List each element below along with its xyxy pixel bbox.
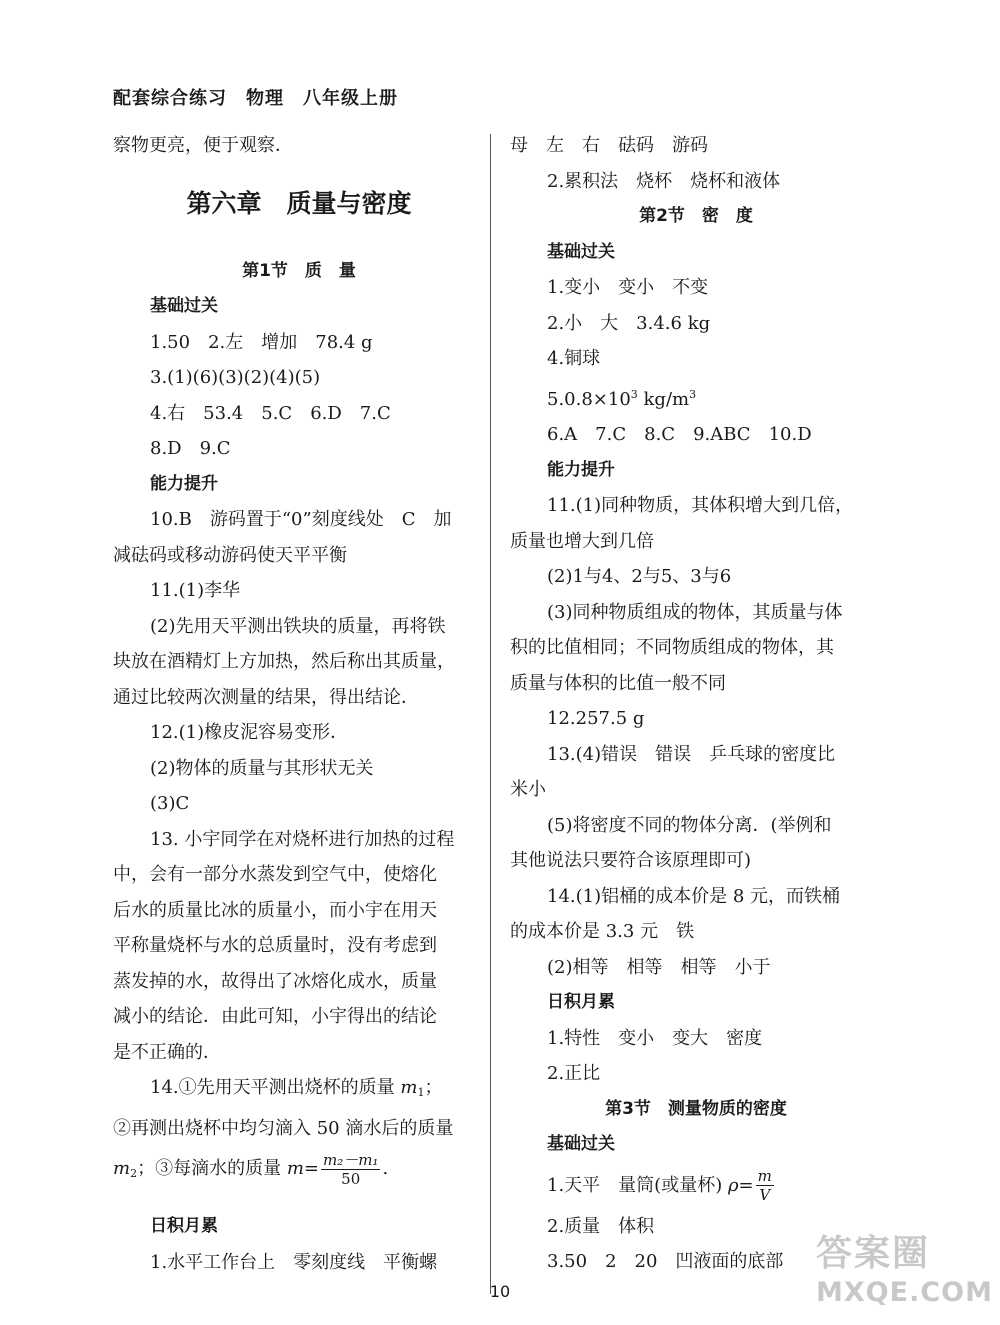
answer-line	[510, 1163, 882, 1209]
answer-line: 蒸发掉的水，故得出了冰熔化成水，质量	[113, 970, 437, 992]
answer-text: 5.0.8×10	[547, 388, 631, 410]
answer-line: 质量与体积的比值一般不同	[510, 672, 726, 694]
answer-line: 母 左 右 砝码 游码	[510, 135, 708, 156]
superscript: 3	[630, 387, 638, 401]
answer-line: 4.右 53.4 5.C 6.D 7.C	[150, 402, 391, 424]
answer-line: 块放在酒精灯上方加热，然后称出其质量，	[113, 651, 455, 672]
math-fraction	[756, 1167, 774, 1204]
answer-line: 2.正比	[547, 1063, 601, 1084]
answer-line: (3)同种物质组成的物体，其质量与体	[547, 601, 843, 623]
answer-line: (3)C	[150, 793, 190, 814]
section-title: 第3节 测量物质的密度	[605, 1098, 787, 1119]
math-equation: ρ=	[727, 1174, 754, 1196]
math-fraction	[321, 1151, 380, 1188]
page-header: 配套综合练习 物理 八年级上册	[113, 88, 398, 109]
answer-line: 3.(1)(6)(3)(2)(4)(5)	[150, 367, 321, 388]
answer-line: 米小	[510, 779, 546, 800]
answer-line: 2.累积法 烧杯 烧杯和液体	[547, 170, 781, 192]
answer-line: 4.铜球	[547, 348, 601, 369]
answer-line: 减砝码或移动游码使天平平衡	[113, 544, 347, 566]
answer-line: 13. 小宇同学在对烧杯进行加热的过程	[150, 828, 455, 850]
right-column	[510, 128, 882, 1280]
answer-line: 11.(1)同种物质，其体积增大到几倍，	[547, 495, 854, 516]
answer-line	[113, 1146, 485, 1197]
answer-line: 12.257.5 g	[547, 708, 645, 729]
answer-text: kg/m	[637, 388, 690, 410]
answer-line: 11.(1)李华	[150, 580, 241, 601]
answer-line: (2)相等 相等 相等 小于	[547, 956, 771, 978]
answer-line: 后水的质量比冰的质量小，而小宇在用天	[113, 899, 437, 921]
answer-line: 3.50 2 20 凹液面的底部	[547, 1251, 784, 1272]
answer-line: 通过比较两次测量的结果，得出结论．	[113, 686, 419, 708]
fraction-denominator: 50	[341, 1169, 361, 1188]
answer-text: .	[382, 1158, 389, 1179]
math-equation: m=	[286, 1158, 319, 1179]
watermark-logo-text: 答案圈	[816, 1233, 931, 1274]
answer-line: 1.特性 变小 变大 密度	[547, 1027, 763, 1049]
subsection-heading: 能力提升	[547, 459, 615, 480]
answer-line: (2)先用天平测出铁块的质量，再将铁	[150, 615, 446, 637]
answer-line: 13.(4)错误 错误 乒乓球的密度比	[547, 743, 836, 765]
page-number: 10	[489, 1282, 511, 1301]
section-title: 第1节 质 量	[242, 260, 356, 281]
answer-line: 1.变小 变小 不变	[547, 277, 709, 298]
subsection-heading: 基础过关	[547, 1134, 615, 1154]
answer-line	[510, 377, 882, 418]
left-column	[113, 128, 485, 1280]
column-divider	[490, 134, 491, 1294]
fraction-numerator: m₂－m₁	[322, 1150, 379, 1169]
answer-text: ；	[424, 1077, 443, 1098]
answer-line: 10.B 游码置于“0”刻度线处 C 加	[150, 509, 452, 530]
chapter-title: 第六章 质量与密度	[186, 188, 412, 218]
answer-line: 6.A 7.C 8.C 9.ABC 10.D	[547, 424, 812, 445]
answer-line: 1.水平工作台上 零刻度线 平衡螺	[150, 1251, 438, 1273]
math-variable: m	[400, 1077, 418, 1098]
fraction-denominator: V	[759, 1186, 771, 1204]
answer-line: 减小的结论．由此可知，小宇得出的结论	[113, 1006, 437, 1027]
answer-text: 14.①先用天平测出烧杯的质量	[150, 1077, 395, 1098]
subsection-heading: 日积月累	[150, 1216, 218, 1236]
subsection-heading: 基础过关	[150, 296, 218, 316]
answer-line: (5)将密度不同的物体分离．(举例和	[547, 814, 832, 836]
answer-text: 1.天平 量筒(或量杯)	[547, 1174, 723, 1196]
answer-line: 2.质量 体积	[547, 1215, 655, 1237]
answer-line: 察物更亮，便于观察．	[113, 135, 293, 156]
answer-line: 2.小 大 3.4.6 kg	[547, 312, 711, 334]
math-variable: m	[113, 1158, 131, 1179]
answer-line: 12.(1)橡皮泥容易变形．	[150, 722, 349, 743]
math-subscript: 1	[417, 1086, 425, 1099]
answer-line: (2)物体的质量与其形状无关	[150, 757, 374, 779]
answer-line	[113, 1070, 485, 1111]
answer-line: 14.(1)铝桶的成本价是 8 元，而铁桶	[547, 885, 841, 907]
fraction-numerator: m	[757, 1167, 772, 1185]
superscript: 3	[689, 387, 697, 401]
site-watermark	[816, 1232, 993, 1320]
answer-line: 平称量烧杯与水的总质量时，没有考虑到	[113, 935, 437, 956]
subsection-heading: 日积月累	[547, 992, 615, 1012]
answer-line: 中，会有一部分水蒸发到空气中，使熔化	[113, 864, 437, 885]
answer-line: 是不正确的．	[113, 1041, 221, 1063]
answer-line: 质量也增大到几倍	[510, 530, 654, 552]
subsection-heading: 能力提升	[150, 473, 218, 494]
section-title: 第2节 密 度	[639, 206, 753, 226]
math-subscript: 2	[130, 1167, 138, 1180]
answer-text: ；③每滴水的质量	[137, 1158, 282, 1179]
answer-line: 的成本价是 3.3 元 铁	[510, 921, 695, 942]
subsection-heading: 基础过关	[547, 241, 615, 262]
watermark-url-text: MXQE.COM	[816, 1277, 993, 1308]
answer-line: 积的比值相同；不同物质组成的物体，其	[510, 637, 834, 658]
answer-line: 8.D 9.C	[150, 438, 231, 459]
answer-line: 1.50 2.左 增加 78.4 g	[150, 331, 373, 353]
answer-line: (2)1与4、2与5、3与6	[547, 566, 732, 587]
answer-line: 其他说法只要符合该原理即可)	[510, 850, 752, 871]
answer-line: ②再测出烧杯中均匀滴入 50 滴水后的质量	[113, 1117, 454, 1139]
